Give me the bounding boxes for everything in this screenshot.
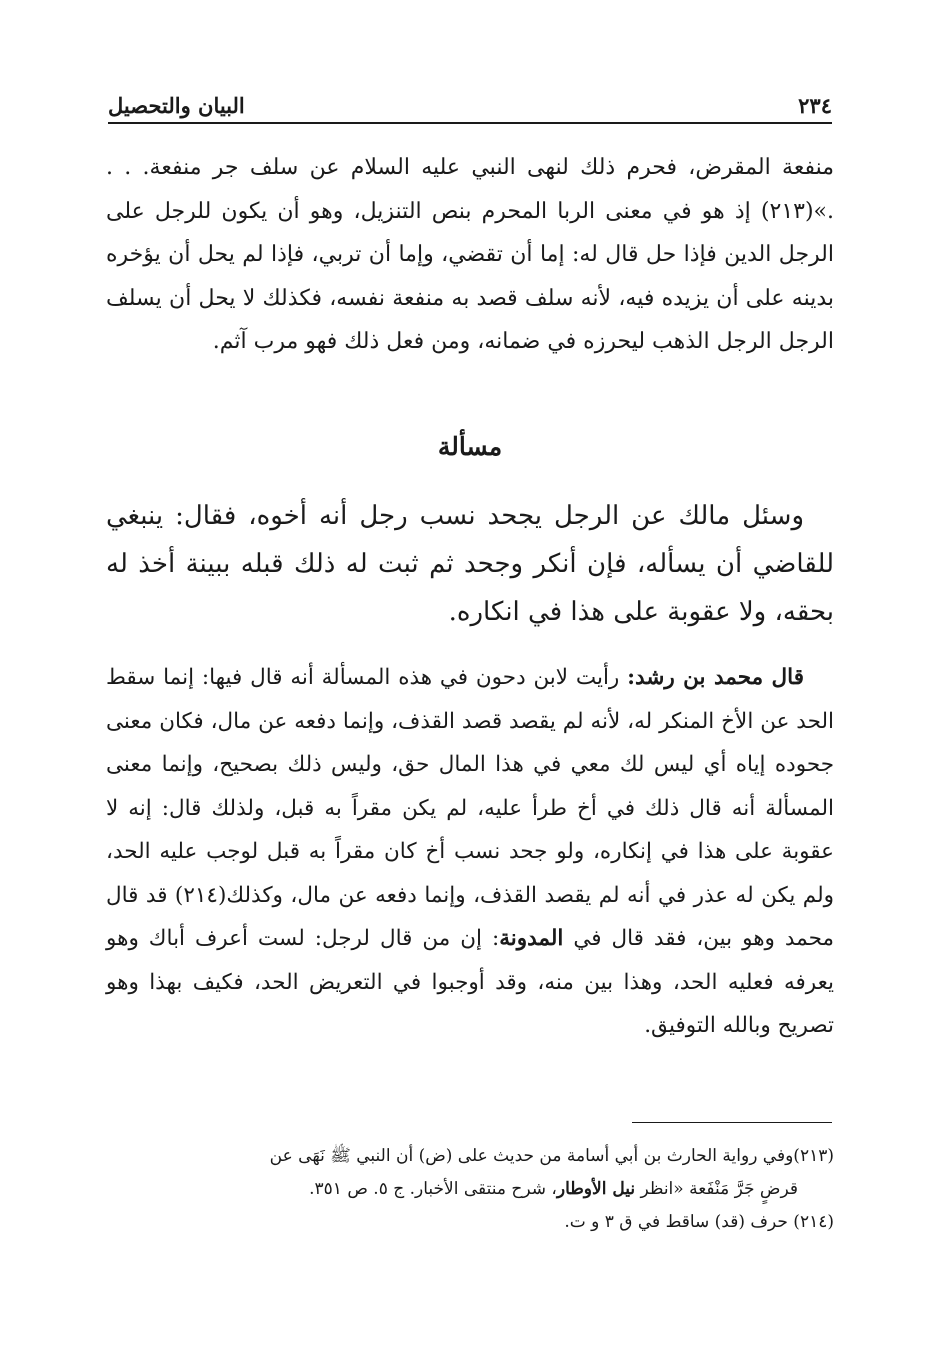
commentary-part2: : إن من قال لرجل: لست أعرف أباك وهو يعرفه فعليه الحد، وهذا بين منه، وقد أوجبوا في التعريض الحد، فكيف بهذا وهو تصريح وبالله التوفيق. xyxy=(106,926,834,1038)
question-body: وسئل مالك عن الرجل يجحد نسب رجل أنه أخوه، فقال: ينبغي للقاضي أن يسأله، فإن أنكر وجحد ثم ثبت له ذلك قبله ببينة أخذ له بحقه، ولا عقوبة على هذا في انكاره. xyxy=(106,501,834,627)
footnote-rule xyxy=(632,1122,832,1123)
footnote-214: (٢١٤) حرف (قد) ساقط في ق ٣ و ت. xyxy=(564,1212,834,1232)
commentary-paragraph xyxy=(106,656,834,1048)
page-number: ٢٣٤ xyxy=(798,93,832,118)
question-text xyxy=(106,492,834,636)
commentary-part1: رأيت لابن دحون في هذه المسألة أنه قال فيها: إنما سقط الحد عن الأخ المنكر له، لأنه لم يقصد قصد القذف، وإنما دفعه عن مال، فكان معنى جحوده إياه أي ليس لك معي في هذا المال حق، وليس ذلك بصحيح، وإنما معنى المسألة أنه قال ذلك في أخ طرأ عليه، لم يكن مقراً به قبل، ولذلك قال: إنه لا عقوبة على هذا في إنكاره، ولو جحد نسب أخ كان مقراً به قبل لوجب عليه الحد، ولم يكن له عذر في أنه لم يقصد القذف، وإنما دفعه عن مال، وكذلك(٢١٤) قد قال محمد وهو بين، فقد قال في xyxy=(106,665,835,951)
footnote-213-ref: ، شرح منتقى الأخبار. ج ٥. ص ٣٥١. xyxy=(309,1179,557,1199)
book-title: البيان والتحصيل xyxy=(108,93,245,118)
section-title: مسألة xyxy=(437,432,503,461)
running-header xyxy=(108,88,832,118)
commentary-speaker: قال محمد بن رشد: xyxy=(627,665,804,690)
footnote-213-text: قرضٍ جَرَّ مَنْفَعة «انظر xyxy=(635,1179,798,1199)
source-title: المدونة xyxy=(499,926,564,951)
header-rule xyxy=(108,122,832,124)
footnotes xyxy=(106,1140,834,1239)
footnote-213-source: نيل الأوطار xyxy=(556,1179,636,1199)
paragraph-continuation: منفعة المقرض، فحرم ذلك لنهى النبي عليه السلام عن سلف جر منفعة. . . .»(٢١٣) إذ هو في معنى الربا المحرم بنص التنزيل، وهو أن يكون للرجل على الرجل الدين فإذا حل قال له: إما أن تقضي، وإما أن تربي، فإذا لم يحل أن يؤخره بدينه على أن يزيده فيه، لأنه سلف قصد به منفعة نفسه، فكذلك لا يحل أن يسلف الرجل الرجل الذهب ليحرزه في ضمانه، ومن فعل ذلك فهو مرب آثم. xyxy=(106,155,834,354)
footnote-213-line1: (٢١٣)وفي رواية الحارث بن أبي أسامة من حديث على (ض) أن النبي ﷺ نَهَى عن xyxy=(269,1146,834,1166)
footnote-213-line2 xyxy=(106,1173,834,1206)
